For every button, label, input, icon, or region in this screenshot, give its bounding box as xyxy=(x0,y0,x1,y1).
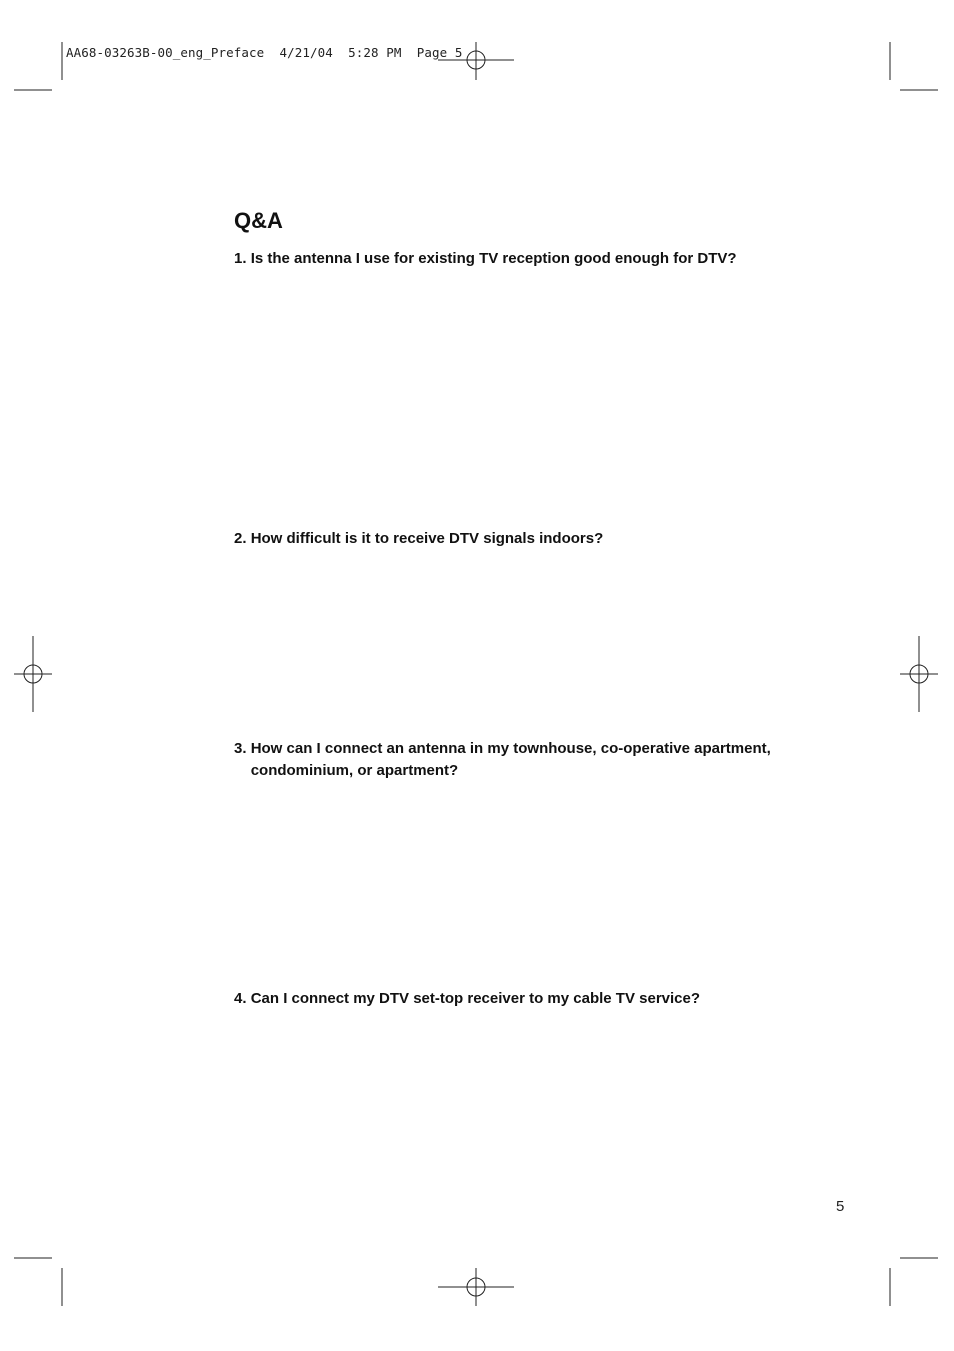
question-4 xyxy=(234,988,834,1010)
question-1 xyxy=(234,248,834,270)
question-number: 2. xyxy=(234,530,251,547)
question-text: Can I connect my DTV set-top receiver to my cable TV service? xyxy=(250,990,701,1007)
question-number: 1. xyxy=(234,250,251,267)
page-number: 5 xyxy=(836,1198,845,1215)
print-slug: AA68-03263B-00_eng_Preface 4/21/04 5:28 PM Page 5 xyxy=(66,45,463,60)
registration-mark xyxy=(438,1268,514,1306)
registration-mark xyxy=(14,636,52,712)
registration-mark xyxy=(900,636,938,712)
question-number: 4. xyxy=(234,990,251,1007)
question-2 xyxy=(234,528,834,550)
question-number: 3. xyxy=(234,740,251,757)
question-text: How can I connect an antenna in my townhouse, co-operative apartment, condominium, or apartment? xyxy=(250,740,771,779)
page-title: Q&A xyxy=(234,208,283,233)
question-3 xyxy=(234,738,809,782)
question-text: Is the antenna I use for existing TV reception good enough for DTV? xyxy=(250,250,737,267)
question-text: How difficult is it to receive DTV signals indoors? xyxy=(250,530,604,547)
